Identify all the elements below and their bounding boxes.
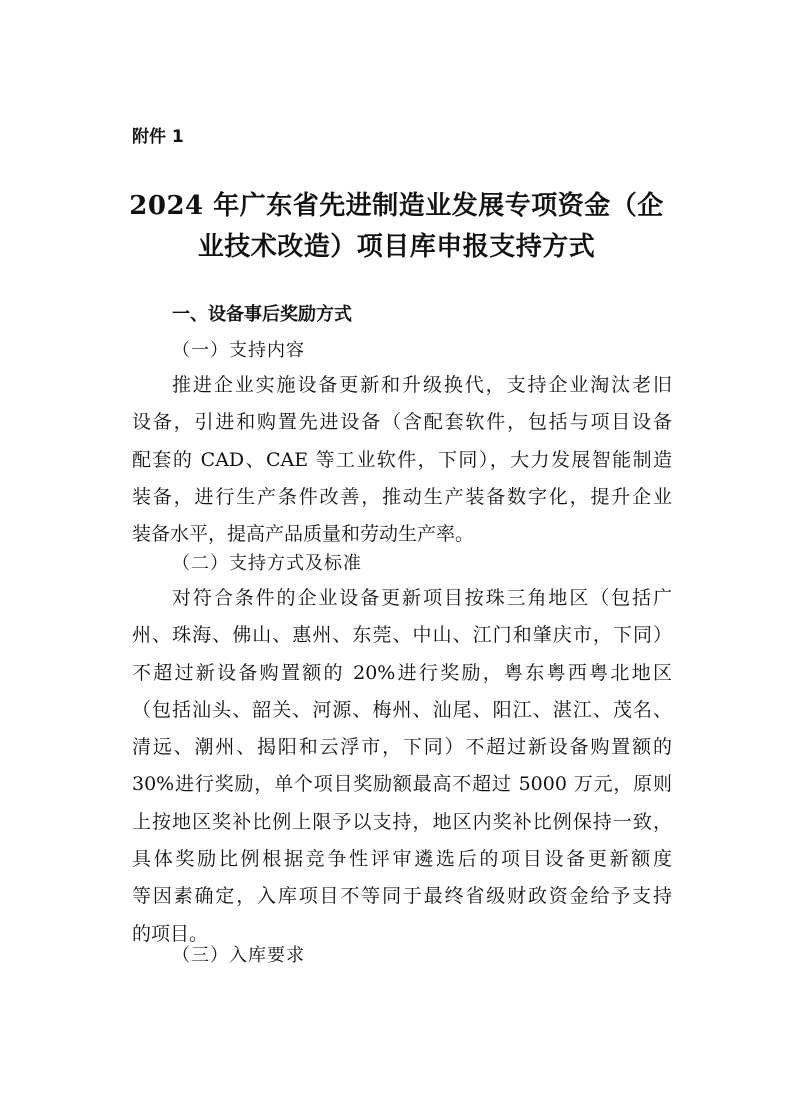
title-line-2: 业技术改造）项目库申报支持方式 [197, 232, 596, 262]
paragraph-line: 州、珠海、佛山、惠州、东莞、中山、江门和肇庆市，下同） [132, 624, 672, 647]
paragraph-line: 上按地区奖补比例上限予以支持，地区内奖补比例保持一致， [132, 810, 672, 833]
subsection-heading-3: （三）入库要求 [172, 945, 305, 966]
paragraph-support-content [132, 367, 672, 553]
section-heading: 一、设备事后奖励方式 [172, 304, 352, 325]
paragraph-line: 对符合条件的企业设备更新项目按珠三角地区（包括广 [172, 587, 672, 609]
title-line-1: 2024 年广东省先进制造业发展专项资金（企 [129, 191, 664, 221]
subsection-heading-2: （二）支持方式及标准 [172, 553, 362, 574]
paragraph-line: 推进企业实施设备更新和升级换代，支持企业淘汰老旧 [172, 374, 672, 396]
paragraph-line: 设备，引进和购置先进设备（含配套软件，包括与项目设备 [132, 411, 672, 434]
attachment-label: 附件 1 [132, 127, 184, 147]
paragraph-line: 清远、潮州、揭阳和云浮市，下同）不超过新设备购置额的 [132, 736, 672, 759]
paragraph-line: 30%进行奖励，单个项目奖励额最高不超过 5000 万元，原则 [132, 773, 672, 796]
paragraph-line: 不超过新设备购置额的 20%进行奖励，粤东粤西粤北地区 [132, 661, 672, 684]
paragraph-line: 配套的 CAD、CAE 等工业软件，下同），大力发展智能制造 [132, 448, 672, 471]
paragraph-line: 具体奖励比例根据竞争性评审遴选后的项目设备更新额度 [132, 848, 672, 871]
paragraph-line: 等因素确定，入库项目不等同于最终省级财政资金给予支持 [132, 885, 672, 908]
paragraph-line: （包括汕头、韶关、河源、梅州、汕尾、阳江、湛江、茂名、 [132, 698, 672, 721]
paragraph-support-standard [132, 580, 672, 953]
paragraph-line: 装备水平，提高产品质量和劳动生产率。 [132, 523, 475, 546]
paragraph-line: 装备，进行生产条件改善，推动生产装备数字化，提升企业 [132, 485, 672, 508]
paragraph-line: 的项目。 [132, 922, 209, 945]
subsection-heading-1: （一）支持内容 [172, 340, 305, 361]
document-title [120, 186, 673, 268]
